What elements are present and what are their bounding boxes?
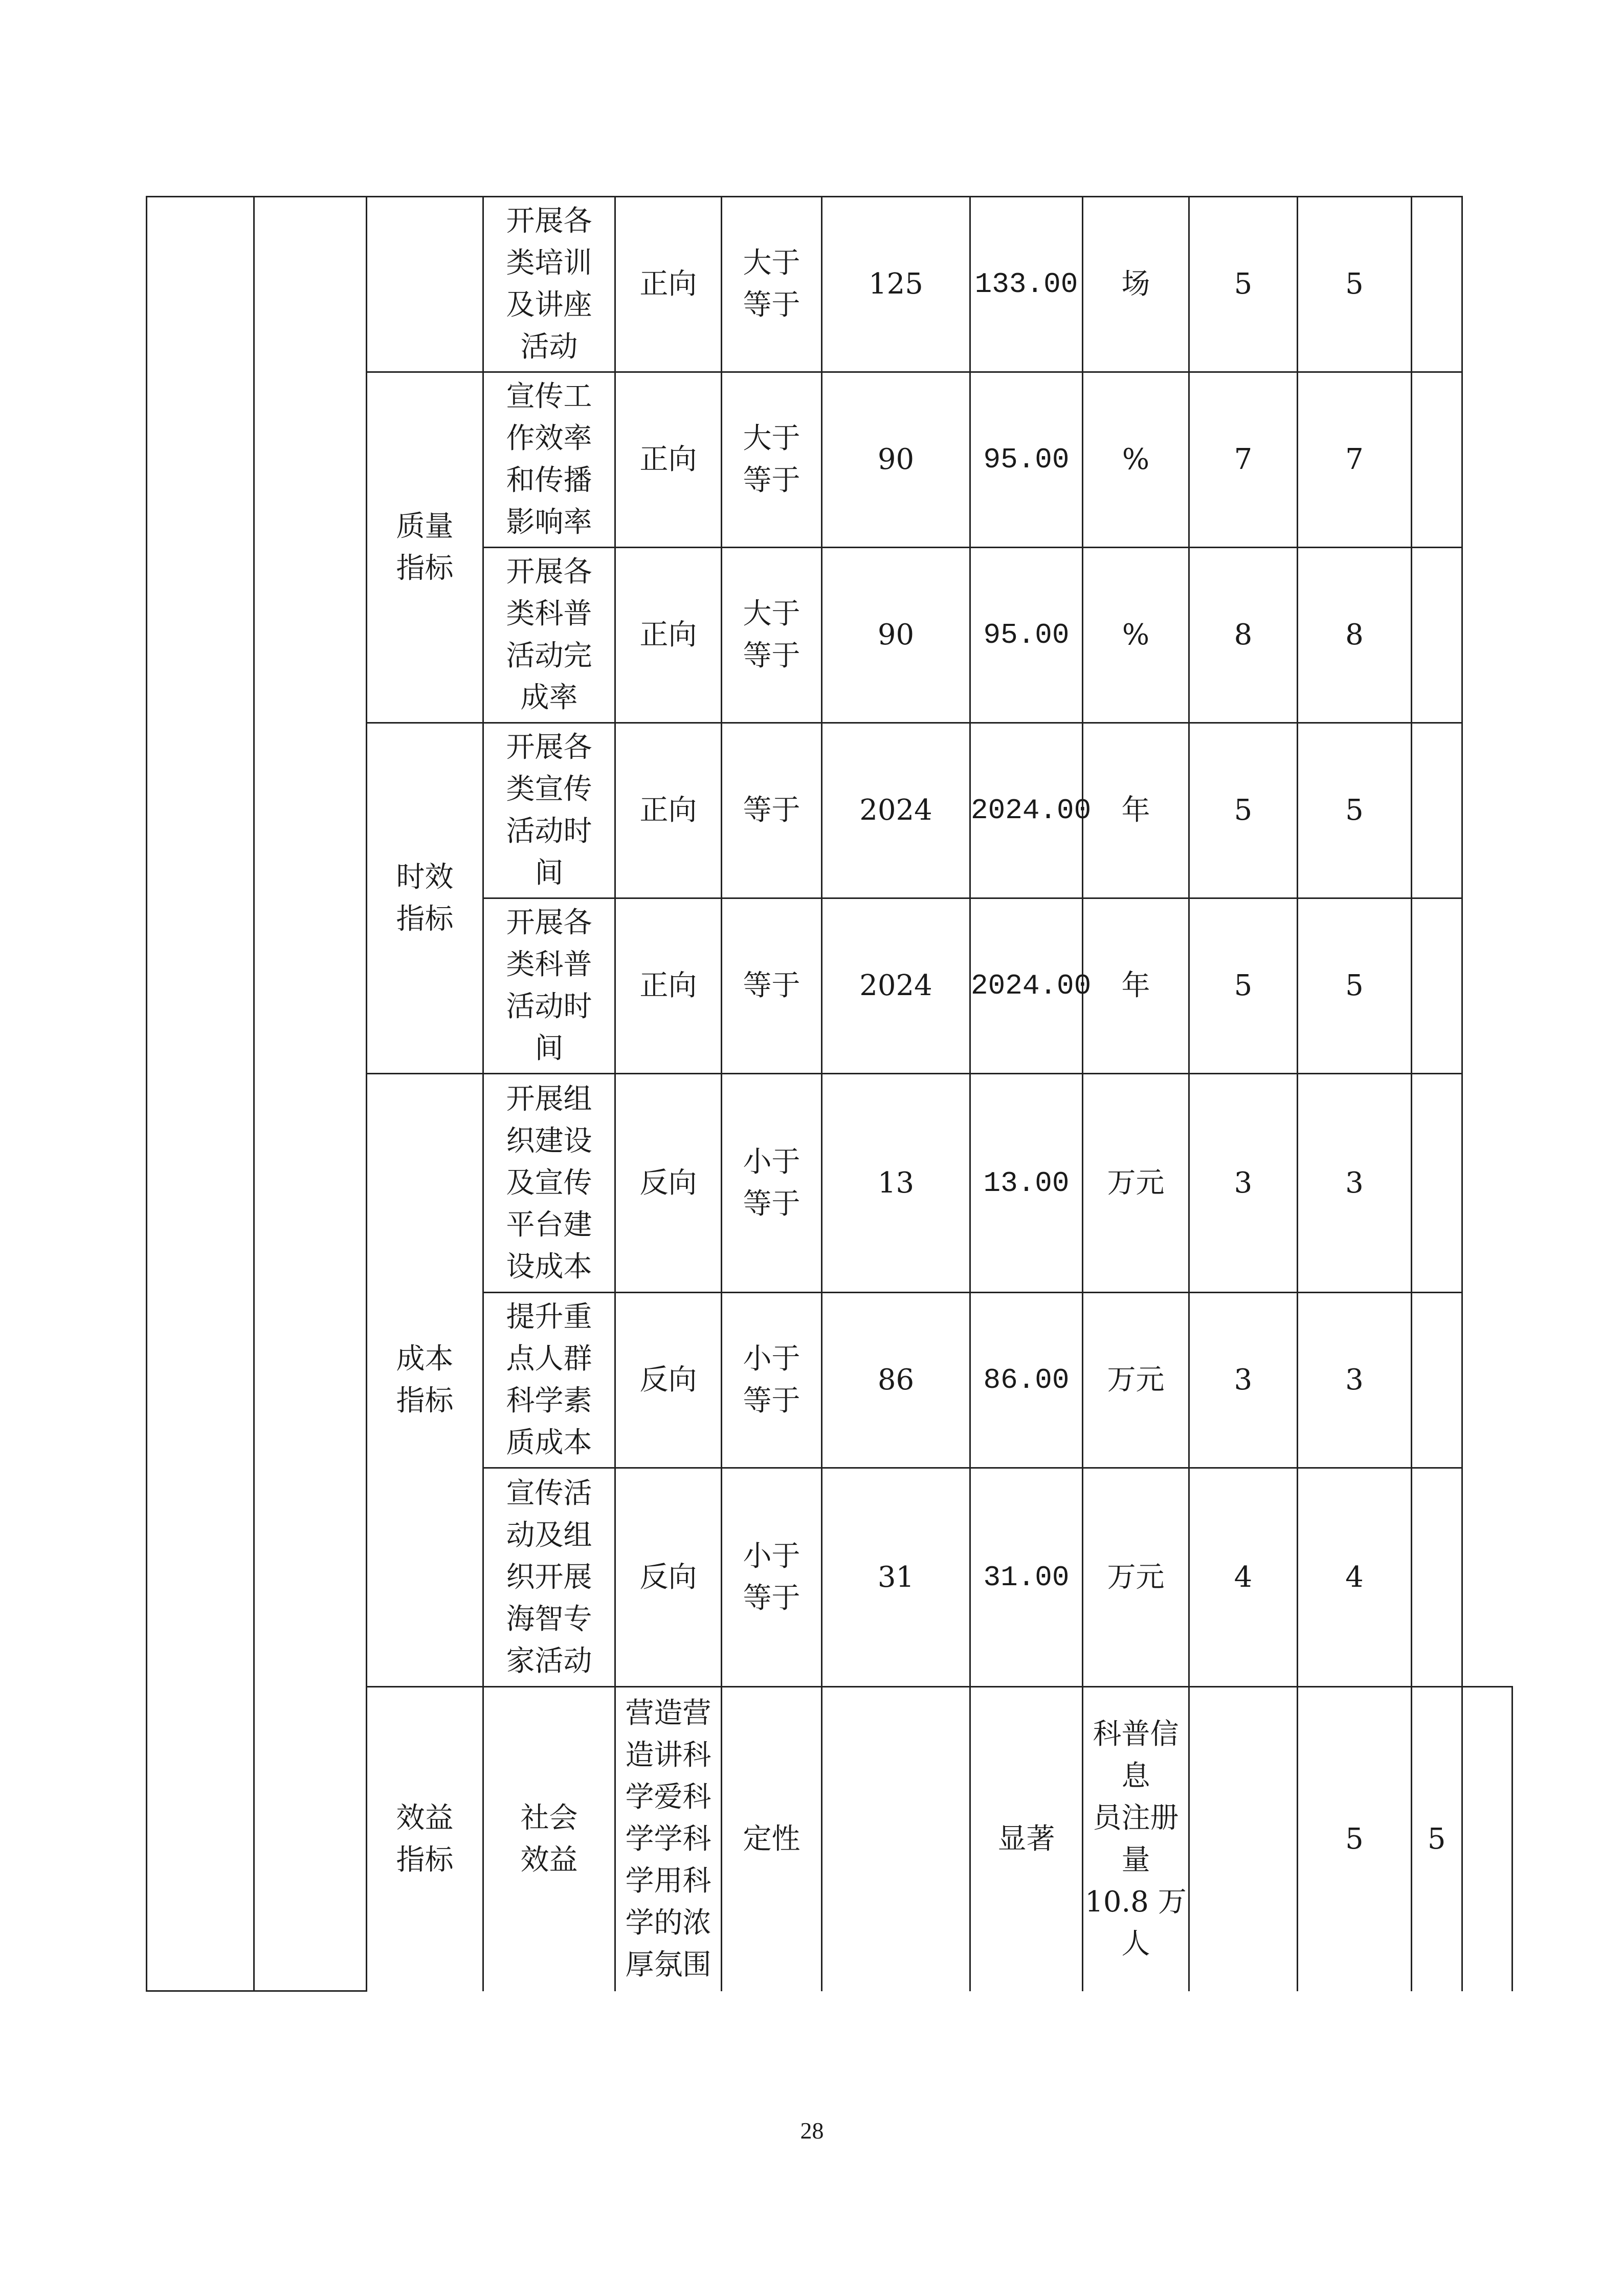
operator: 大于 等于 (722, 197, 822, 372)
remark (1412, 548, 1462, 723)
actual-value: 2024.00 (970, 898, 1083, 1074)
score: 8 (1298, 548, 1412, 723)
operator: 小于 等于 (722, 1074, 822, 1293)
target-value: 31 (822, 1468, 970, 1687)
remark (1412, 1074, 1462, 1293)
level2-empty-cell (367, 197, 483, 372)
weight: 7 (1189, 372, 1298, 548)
actual-value: 2024.00 (970, 723, 1083, 898)
indicator-name: 营造营 造讲科 学爱科 学学科 学用科 学的浓 厚氛围 (615, 1687, 722, 1991)
actual-value: 95.00 (970, 372, 1083, 548)
actual-value: 31.00 (970, 1468, 1083, 1687)
remark (1412, 1293, 1462, 1468)
weight: 5 (1189, 723, 1298, 898)
unit: % (1083, 372, 1189, 548)
target-value: 125 (822, 197, 970, 372)
indicator-name: 开展各 类宣传 活动时 间 (483, 723, 615, 898)
weight: 5 (1298, 1687, 1412, 1991)
target-value: 86 (822, 1293, 970, 1468)
remark (1412, 723, 1462, 898)
direction: 正向 (615, 197, 722, 372)
performance-table (146, 196, 1513, 1992)
weight: 3 (1189, 1074, 1298, 1293)
target-value: 90 (822, 548, 970, 723)
weight: 5 (1189, 898, 1298, 1074)
level2-label: 社会 效益 (483, 1687, 615, 1991)
level1b-empty-cell (254, 197, 367, 1991)
page-number: 28 (800, 2118, 824, 2144)
indicator-name: 开展各 类科普 活动时 间 (483, 898, 615, 1074)
actual-value: 13.00 (970, 1074, 1083, 1293)
direction: 正向 (615, 723, 722, 898)
target-value: 90 (822, 372, 970, 548)
unit: % (1083, 548, 1189, 723)
direction: 正向 (615, 898, 722, 1074)
indicator-name: 宣传工 作效率 和传播 影响率 (483, 372, 615, 548)
indicator-name: 宣传活 动及组 织开展 海智专 家活动 (483, 1468, 615, 1687)
unit: 万元 (1083, 1074, 1189, 1293)
weight: 3 (1189, 1293, 1298, 1468)
operator: 等于 (722, 723, 822, 898)
remark (1412, 197, 1462, 372)
operator: 小于 等于 (722, 1468, 822, 1687)
score: 5 (1298, 197, 1412, 372)
direction: 定性 (722, 1687, 822, 1991)
operator (822, 1687, 970, 1991)
direction: 反向 (615, 1074, 722, 1293)
score: 3 (1298, 1074, 1412, 1293)
score: 5 (1298, 723, 1412, 898)
table-row (147, 197, 1512, 372)
actual-value: 科普信息 员注册量 10.8 万 人 (1083, 1687, 1189, 1991)
score: 4 (1298, 1468, 1412, 1687)
actual-value: 133.00 (970, 197, 1083, 372)
unit (1189, 1687, 1298, 1991)
remark (1412, 372, 1462, 548)
actual-value: 95.00 (970, 548, 1083, 723)
level1-label: 效益 指标 (367, 1687, 483, 1991)
score: 3 (1298, 1293, 1412, 1468)
operator: 大于 等于 (722, 372, 822, 548)
level2-label: 时效 指标 (367, 723, 483, 1074)
score: 5 (1298, 898, 1412, 1074)
target-value: 显著 (970, 1687, 1083, 1991)
target-value: 2024 (822, 898, 970, 1074)
operator: 大于 等于 (722, 548, 822, 723)
unit: 万元 (1083, 1468, 1189, 1687)
weight: 5 (1189, 197, 1298, 372)
unit: 年 (1083, 898, 1189, 1074)
level2-label: 成本 指标 (367, 1074, 483, 1687)
unit: 万元 (1083, 1293, 1189, 1468)
weight: 4 (1189, 1468, 1298, 1687)
score: 5 (1412, 1687, 1462, 1991)
operator: 等于 (722, 898, 822, 1074)
direction: 反向 (615, 1468, 722, 1687)
operator: 小于 等于 (722, 1293, 822, 1468)
level2-label: 质量 指标 (367, 372, 483, 723)
level1-empty-cell (147, 197, 254, 1991)
remark (1462, 1687, 1512, 1991)
unit: 场 (1083, 197, 1189, 372)
indicator-name: 开展各 类科普 活动完 成率 (483, 548, 615, 723)
target-value: 13 (822, 1074, 970, 1293)
direction: 反向 (615, 1293, 722, 1468)
direction: 正向 (615, 548, 722, 723)
score: 7 (1298, 372, 1412, 548)
target-value: 2024 (822, 723, 970, 898)
indicator-name: 开展组 织建设 及宣传 平台建 设成本 (483, 1074, 615, 1293)
direction: 正向 (615, 372, 722, 548)
remark (1412, 898, 1462, 1074)
weight: 8 (1189, 548, 1298, 723)
indicator-name: 开展各 类培训 及讲座 活动 (483, 197, 615, 372)
indicator-name: 提升重 点人群 科学素 质成本 (483, 1293, 615, 1468)
remark (1412, 1468, 1462, 1687)
unit: 年 (1083, 723, 1189, 898)
actual-value: 86.00 (970, 1293, 1083, 1468)
